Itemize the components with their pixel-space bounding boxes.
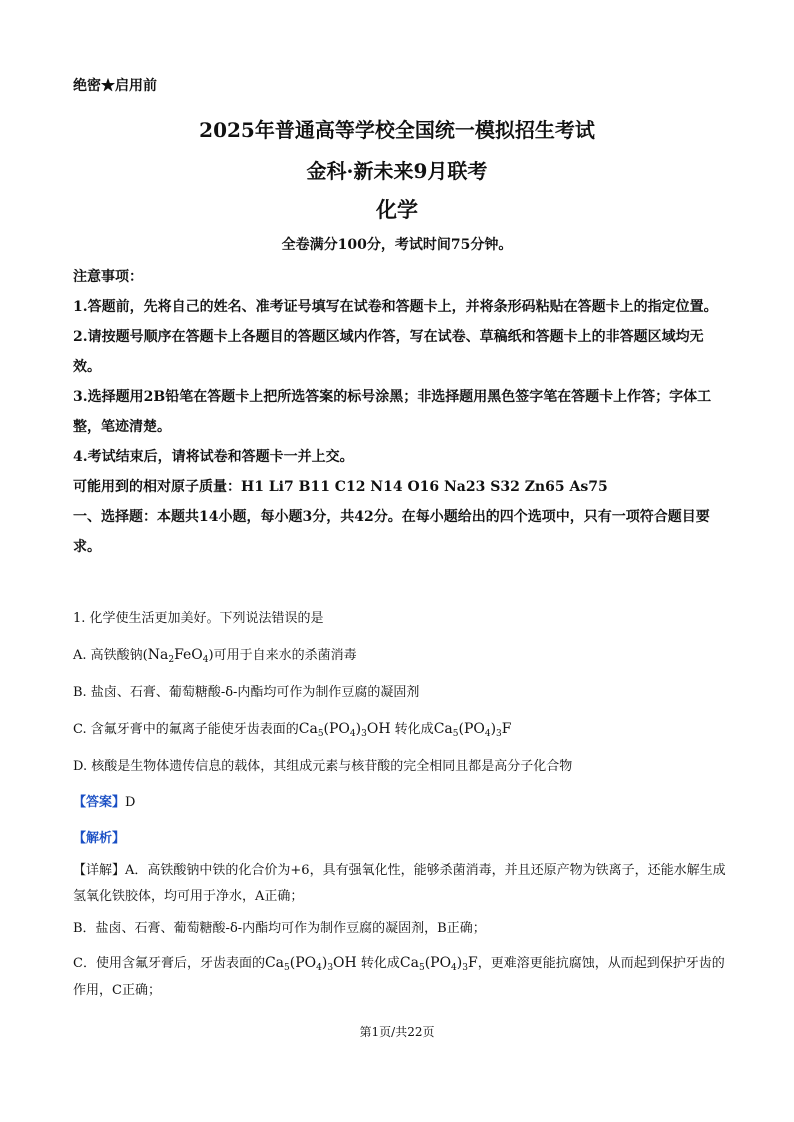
formula-fluorapatite-2: $Ca_5(PO_4)_3F$: [399, 955, 478, 973]
notice-heading: 注意事项：: [73, 269, 143, 285]
exam-title: 2025年普通高等学校全国统一模拟招生考试: [199, 118, 595, 142]
notice-item-3: 3.选择题用2B铅笔在答题卡上把所选答案的标号涂黑；非选择题用黑色签字笔在答题卡上作答；字体工整，笔迹清楚。: [73, 389, 712, 435]
answer-value: D: [125, 795, 136, 810]
question-stem: 1. 化学使生活更加美好。下列说法错误的是: [73, 611, 324, 626]
formula-hydroxyapatite-2: $Ca_5(PO_4)_3OH$: [264, 955, 357, 973]
exam-subtitle: 金科·新未来9月联考: [306, 159, 488, 183]
subject-title: 化学: [376, 197, 418, 222]
detail-label: 【详解】: [73, 863, 126, 878]
detail-b: B．盐卤、石膏、葡萄糖酸-δ-内酯均可作为制作豆腐的凝固剂，B正确；: [73, 921, 486, 936]
notice-item-4: 4.考试结束后，请将试卷和答题卡一并上交。: [73, 449, 354, 465]
section-heading: 一、选择题：本题共14小题，每小题3分，共42分。在每小题给出的四个选项中，只有一项符合题目要求。: [73, 509, 710, 555]
option-c: C. 含氟牙膏中的氟离子能使牙齿表面的$Ca_5(PO_4)_3OH$ 转化成$Ca_5(PO_4)_3F$: [73, 721, 512, 739]
confidential-mark: 绝密★启用前: [73, 78, 157, 94]
notice-item-2: 2.请按题号顺序在答题卡上各题目的答题区域内作答，写在试卷、草稿纸和答题卡上的非答题区域均无效。: [73, 329, 704, 375]
analysis-line: [73, 826, 733, 852]
exam-info: 全卷满分100分，考试时间75分钟。: [281, 237, 513, 253]
option-d: D. 核酸是生物体遗传信息的载体，其组成元素与核苷酸的完全相同且都是高分子化合物: [73, 759, 573, 774]
detail-c: C．使用含氟牙膏后，牙齿表面的$Ca_5(PO_4)_3OH$ 转化成$Ca_5(PO_4)_3F$，更难溶更能抗腐蚀，从而起到保护牙齿的作用，C正确；: [73, 955, 725, 998]
detail-a: 【详解】A．高铁酸钠中铁的化合价为+6，具有强氧化性，能够杀菌消毒，并且还原产物为铁离子，还能水解生成氢氧化铁胶体，均可用于净水，A正确；: [73, 863, 726, 904]
formula-na2feo4: $Na_2FeO_4$: [147, 647, 209, 665]
option-a: A. 高铁酸钠$(Na_2FeO_4)$可用于自来水的杀菌消毒: [73, 647, 357, 665]
notice-item-1: 1.答题前，先将自己的姓名、准考证号填写在试卷和答题卡上，并将条形码粘贴在答题卡上的指定位置。: [73, 299, 718, 315]
answer-label: 【答案】: [73, 795, 126, 810]
answer-line: [73, 790, 733, 816]
formula-fluorapatite: $Ca_5(PO_4)_3F$: [433, 721, 512, 739]
option-b: B. 盐卤、石膏、葡萄糖酸-δ-内酯均可作为制作豆腐的凝固剂: [73, 685, 420, 700]
question-1: [73, 606, 733, 1004]
formula-hydroxyapatite: $Ca_5(PO_4)_3OH$: [298, 721, 391, 739]
analysis-label: 【解析】: [73, 831, 126, 846]
notice-section: [73, 262, 723, 562]
page-number: 第1页/共22页: [359, 1025, 435, 1039]
atomic-mass: 可能用到的相对原子质量：H1 Li7 B11 C12 N14 O16 Na23 S32 Zn65 As75: [73, 479, 608, 495]
